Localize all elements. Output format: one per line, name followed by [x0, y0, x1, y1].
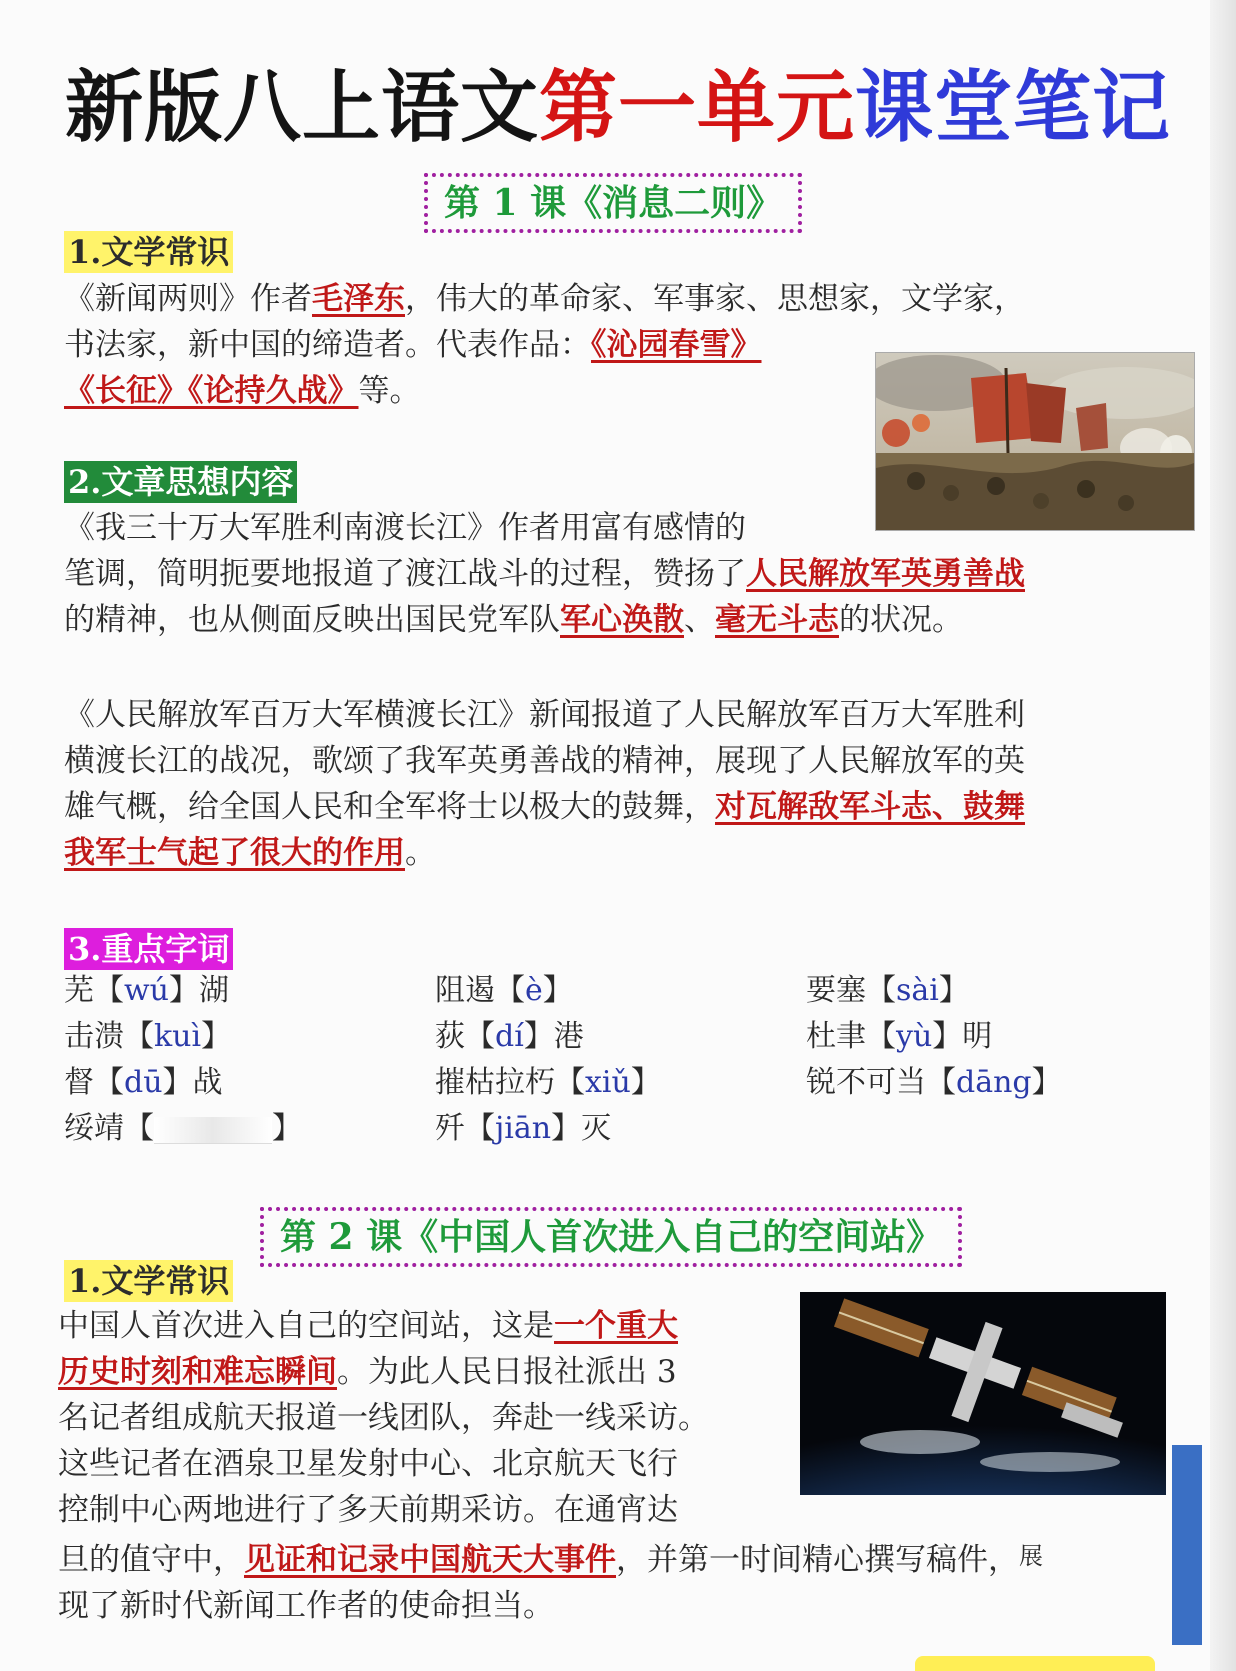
vocab-word: 击溃【	[64, 1019, 154, 1054]
bottom-highlight	[915, 1656, 1155, 1671]
title-part-3: 课堂笔记	[855, 63, 1172, 153]
vocab-word-tail: 】湖	[169, 973, 229, 1008]
side-tab	[1172, 1445, 1202, 1645]
vocab-pinyin: dū	[124, 1065, 163, 1100]
vocab-word: 阻遏【	[435, 973, 525, 1008]
page-edge-shadow	[1210, 0, 1236, 1671]
text: 这些记者在酒泉卫星发射中心、北京航天飞行	[58, 1446, 678, 1482]
vocab-word: 杜聿【	[806, 1019, 896, 1054]
emphasis-effect-cont: 我军士气起了很大的作用	[64, 835, 405, 871]
vocab-word-tail: 】灭	[551, 1111, 612, 1146]
vocab-item	[435, 1106, 611, 1152]
emphasis-author: 毛泽东	[312, 281, 405, 317]
text: 的精神，也从侧面反映出国民党军队	[64, 602, 560, 638]
emphasis-morale: 军心涣散	[560, 602, 684, 638]
text: 展	[1019, 1542, 1043, 1570]
title-part-2: 第一单元	[538, 63, 855, 153]
vocab-item	[64, 1014, 231, 1060]
vocab-word-tail: 】港	[523, 1019, 584, 1054]
text: 。	[405, 835, 436, 871]
blurred-answer	[154, 1117, 272, 1144]
vocab-item	[435, 1014, 584, 1060]
vocab-pinyin: jiān	[495, 1111, 552, 1146]
vocab-word: 歼【	[435, 1111, 495, 1146]
vocab-word: 摧枯拉朽【	[435, 1065, 585, 1100]
space-station-graphic	[800, 1292, 1166, 1495]
text: 控制中心两地进行了多天前期采访。在通宵达	[58, 1492, 678, 1528]
vocab-word: 荻【	[435, 1019, 495, 1054]
title-part-1: 新版八上语文	[64, 63, 539, 153]
text: 等。	[358, 373, 421, 409]
lesson-2-section-1-label: 1.文学常识	[64, 1260, 233, 1302]
text: 笔调，简明扼要地报道了渡江战斗的过程，赞扬了	[64, 556, 746, 592]
vocab-word-tail: 】	[938, 973, 969, 1008]
emphasis-no-will: 毫无斗志	[715, 602, 839, 638]
vocab-word-tail: 】	[1031, 1065, 1062, 1100]
emphasis-effect: 对瓦解敌军斗志、鼓舞	[715, 789, 1025, 825]
text: 书法家，新中国的缔造者。代表作品：	[64, 327, 591, 363]
text: 现了新时代新闻工作者的使命担当。	[58, 1588, 554, 1624]
emphasis-witness: 见证和记录中国航天大事件	[244, 1542, 616, 1578]
vocab-pinyin: sài	[896, 973, 939, 1008]
emphasis-work: 《沁园春雪》	[591, 327, 762, 363]
vocab-item	[64, 968, 229, 1014]
vocab-word: 锐不可当【	[806, 1065, 956, 1100]
vocab-pinyin: è	[525, 973, 543, 1008]
vocab-pinyin: dí	[495, 1019, 524, 1054]
emphasis-moment-cont: 历史时刻和难忘瞬间	[58, 1354, 337, 1390]
text: 横渡长江的战况，歌颂了我军英勇善战的精神，展现了人民解放军的英	[64, 743, 1025, 779]
vocab-word-tail: 】	[542, 973, 573, 1008]
vocab-word-tail: 】明	[932, 1019, 993, 1054]
lesson-1-content-paragraph-1	[64, 505, 1025, 643]
vocab-item	[435, 968, 573, 1014]
lesson-1-section-3-label: 3.重点字词	[64, 928, 233, 970]
vocab-word-tail: 】	[201, 1019, 232, 1054]
vocab-item	[435, 1060, 661, 1106]
vocab-word: 督【	[64, 1065, 124, 1100]
vocab-word: 芜【	[64, 973, 124, 1008]
text: 旦的值守中，	[58, 1542, 244, 1578]
lesson-1-title: 第 1 课《消息二则》	[424, 173, 802, 233]
vocab-pinyin	[154, 1111, 272, 1146]
emphasis-works: 《长征》《论持久战》	[64, 373, 359, 409]
vocab-pinyin: xiǔ	[585, 1065, 631, 1100]
vocab-item	[806, 1014, 992, 1060]
lesson-2-title: 第 2 课《中国人首次进入自己的空间站》	[260, 1207, 962, 1267]
text: 《新闻两则》作者	[64, 281, 312, 317]
vocab-word-tail: 】	[630, 1065, 661, 1100]
text: 《我三十万大军胜利南渡长江》作者用富有感情的	[64, 510, 746, 546]
lesson-1-section-2-label: 2.文章思想内容	[64, 461, 297, 503]
vocab-word-tail: 】战	[162, 1065, 223, 1100]
text: 名记者组成航天报道一线团队，奔赴一线采访。	[58, 1400, 709, 1436]
text: 《人民解放军百万大军横渡长江》新闻报道了人民解放军百万大军胜利	[64, 697, 1025, 733]
vocab-pinyin: yù	[896, 1019, 933, 1054]
vocab-item	[64, 1060, 223, 1106]
vocab-item	[806, 1060, 1062, 1106]
page-title	[0, 58, 1236, 158]
space-station-image	[800, 1292, 1166, 1495]
text: 、	[684, 602, 715, 638]
text: 雄气概，给全国人民和全军将士以极大的鼓舞，	[64, 789, 715, 825]
vocab-pinyin: kuì	[154, 1019, 202, 1054]
text: 的状况。	[839, 602, 963, 638]
emphasis-spirit: 人民解放军英勇善战	[746, 556, 1025, 592]
text: 。为此人民日报社派出 3	[337, 1354, 677, 1390]
vocab-word: 绥靖【	[64, 1111, 154, 1146]
text: ，伟大的革命家、军事家、思想家，文学家，	[405, 281, 1025, 317]
text: ，并第一时间精心撰写稿件，	[616, 1542, 1019, 1578]
vocab-item	[806, 968, 969, 1014]
vocab-word-tail: 】	[272, 1111, 302, 1146]
lesson-1-content-paragraph-2	[64, 692, 1025, 876]
vocab-word: 要塞【	[806, 973, 896, 1008]
battle-painting-graphic	[876, 353, 1194, 530]
emphasis-moment: 一个重大	[554, 1308, 678, 1344]
vocab-item	[64, 1106, 302, 1152]
vocab-pinyin: wú	[124, 973, 169, 1008]
text: 中国人首次进入自己的空间站，这是	[58, 1308, 554, 1344]
lesson-1-section-1-label: 1.文学常识	[64, 231, 233, 273]
vocab-pinyin: dāng	[956, 1065, 1032, 1100]
